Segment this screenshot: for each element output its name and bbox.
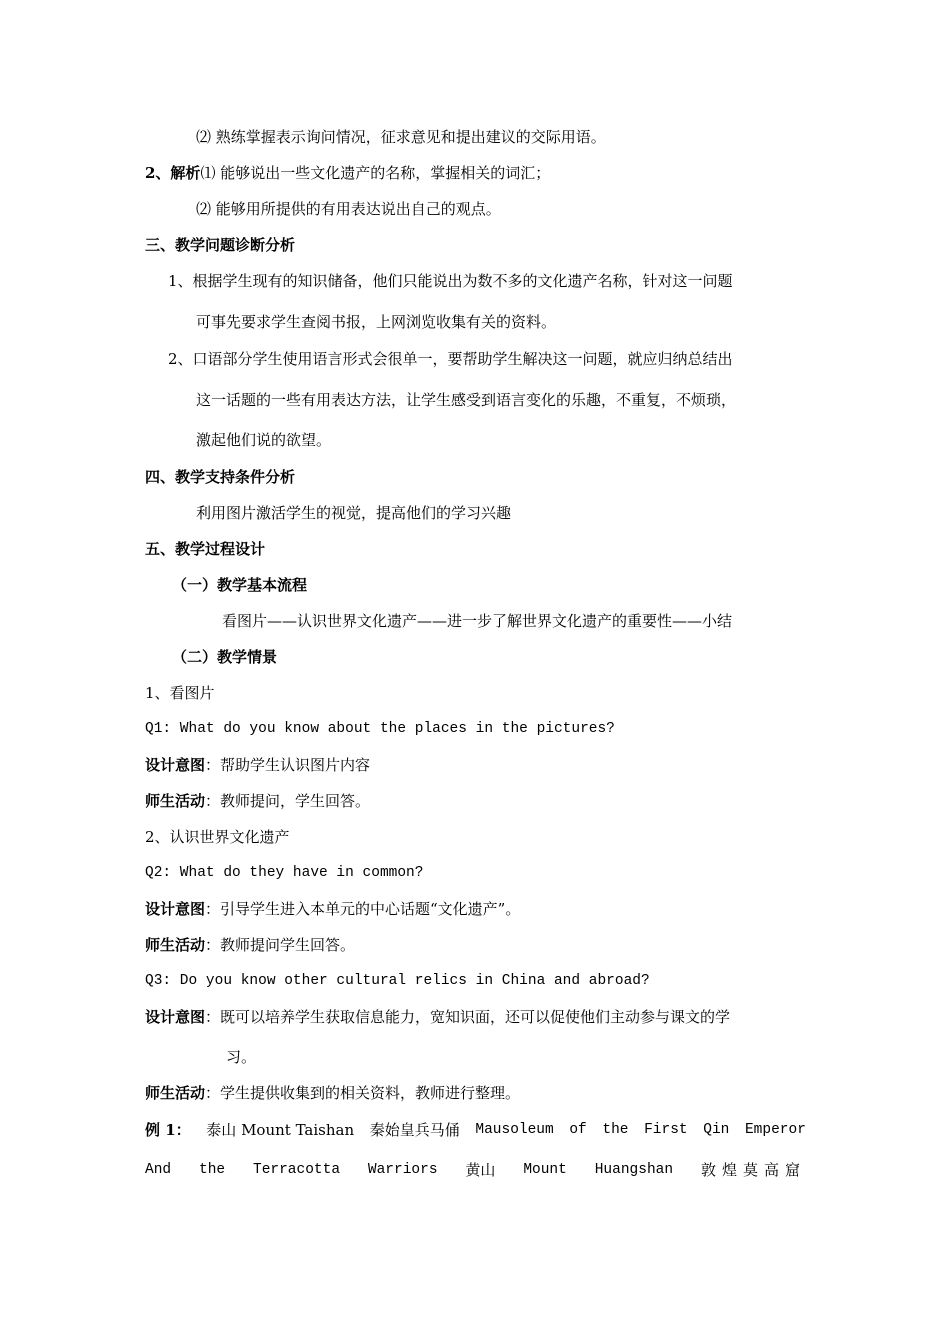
example-word: the [199, 1162, 226, 1178]
activity-3 [145, 1083, 520, 1103]
example-word: Huangshan [594, 1162, 674, 1178]
step-2: 2、认识世界文化遗产 [145, 828, 290, 846]
activity-text: ：学生提供收集到的相关资料，教师进行整理。 [205, 1084, 521, 1102]
example-word: Mausoleum [475, 1122, 554, 1138]
example-line-1 [145, 1120, 806, 1140]
design-intent-label: 设计意图 [145, 900, 206, 918]
example-word: Warriors [367, 1162, 438, 1178]
example-item: 敦煌莫高窟 [700, 1161, 806, 1179]
activity-1 [145, 791, 370, 811]
jiexi-line [145, 163, 550, 183]
example-word: of [569, 1122, 587, 1138]
example-item: 秦始皇兵马俑 [369, 1121, 460, 1139]
section-5-heading: 五、教学过程设计 [145, 540, 266, 558]
question-1: Q1: What do you know about the places in the pictures? [145, 721, 615, 737]
section-3-item-1-line-1: 1、根据学生现有的知识储备，他们只能说出为数不多的文化遗产名称，针对这一问题 [168, 272, 733, 290]
example-item: 黄山 [465, 1161, 496, 1179]
activity-label: 师生活动 [145, 936, 206, 954]
example-line-2 [145, 1160, 806, 1180]
teaching-flow: 看图片——认识世界文化遗产——进一步了解世界文化遗产的重要性——小结 [222, 612, 733, 630]
section-4-text: 利用图片激活学生的视觉，提高他们的学习兴趣 [196, 504, 512, 522]
example-word: Emperor [744, 1122, 806, 1138]
design-intent-text: ：帮助学生认识图片内容 [205, 756, 371, 774]
example-word: And [145, 1162, 172, 1178]
example-word: Terracotta [253, 1162, 341, 1178]
design-intent-label: 设计意图 [145, 1008, 206, 1026]
design-intent-3 [145, 1007, 730, 1027]
jiexi-item-2: ⑵ 能够用所提供的有用表达说出自己的观点。 [196, 200, 501, 218]
design-intent-2 [145, 899, 520, 919]
example-item: 泰山 Mount Taishan [206, 1121, 355, 1139]
section-3-item-2-line-2: 这一话题的一些有用表达方法，让学生感受到语言变化的乐趣，不重复，不烦琐， [196, 391, 737, 409]
example-label: 例 1： [145, 1121, 191, 1139]
subsection-1-heading: （一）教学基本流程 [172, 576, 308, 594]
subsection-2-heading: （二）教学情景 [172, 648, 278, 666]
example-word: the [602, 1122, 629, 1138]
jiexi-label: 2、解析 [145, 164, 201, 182]
section-3-item-2-line-3: 激起他们说的欲望。 [196, 431, 332, 449]
activity-label: 师生活动 [145, 1084, 206, 1102]
example-word: Mount [523, 1162, 567, 1178]
activity-2 [145, 935, 355, 955]
activity-label: 师生活动 [145, 792, 206, 810]
design-intent-text: ：引导学生进入本单元的中心话题“文化遗产”。 [205, 900, 521, 918]
step-1: 1、看图片 [145, 684, 215, 702]
example-word: First [644, 1122, 688, 1138]
design-intent-3-continuation: 习。 [226, 1048, 257, 1066]
section-3-item-1-line-2: 可事先要求学生查阅书报，上网浏览收集有关的资料。 [196, 313, 557, 331]
section-3-heading: 三、教学问题诊断分析 [145, 236, 296, 254]
design-intent-1 [145, 755, 370, 775]
activity-text: ：教师提问学生回答。 [205, 936, 356, 954]
objective-item-2: ⑵ 熟练掌握表示询问情况，征求意见和提出建议的交际用语。 [196, 128, 606, 146]
section-3-item-2-line-1: 2、口语部分学生使用语言形式会很单一，要帮助学生解决这一问题，就应归纳总结出 [168, 350, 733, 368]
jiexi-item-1: ⑴ 能够说出一些文化遗产的名称，掌握相关的词汇； [200, 164, 551, 182]
question-2: Q2: What do they have in common? [145, 865, 424, 881]
section-4-heading: 四、教学支持条件分析 [145, 468, 296, 486]
design-intent-text: ：既可以培养学生获取信息能力，宽知识面，还可以促使他们主动参与课文的学 [205, 1008, 731, 1026]
design-intent-label: 设计意图 [145, 756, 206, 774]
question-3: Q3: Do you know other cultural relics in China and abroad? [145, 973, 650, 989]
activity-text: ：教师提问，学生回答。 [205, 792, 371, 810]
example-word: Qin [703, 1122, 730, 1138]
